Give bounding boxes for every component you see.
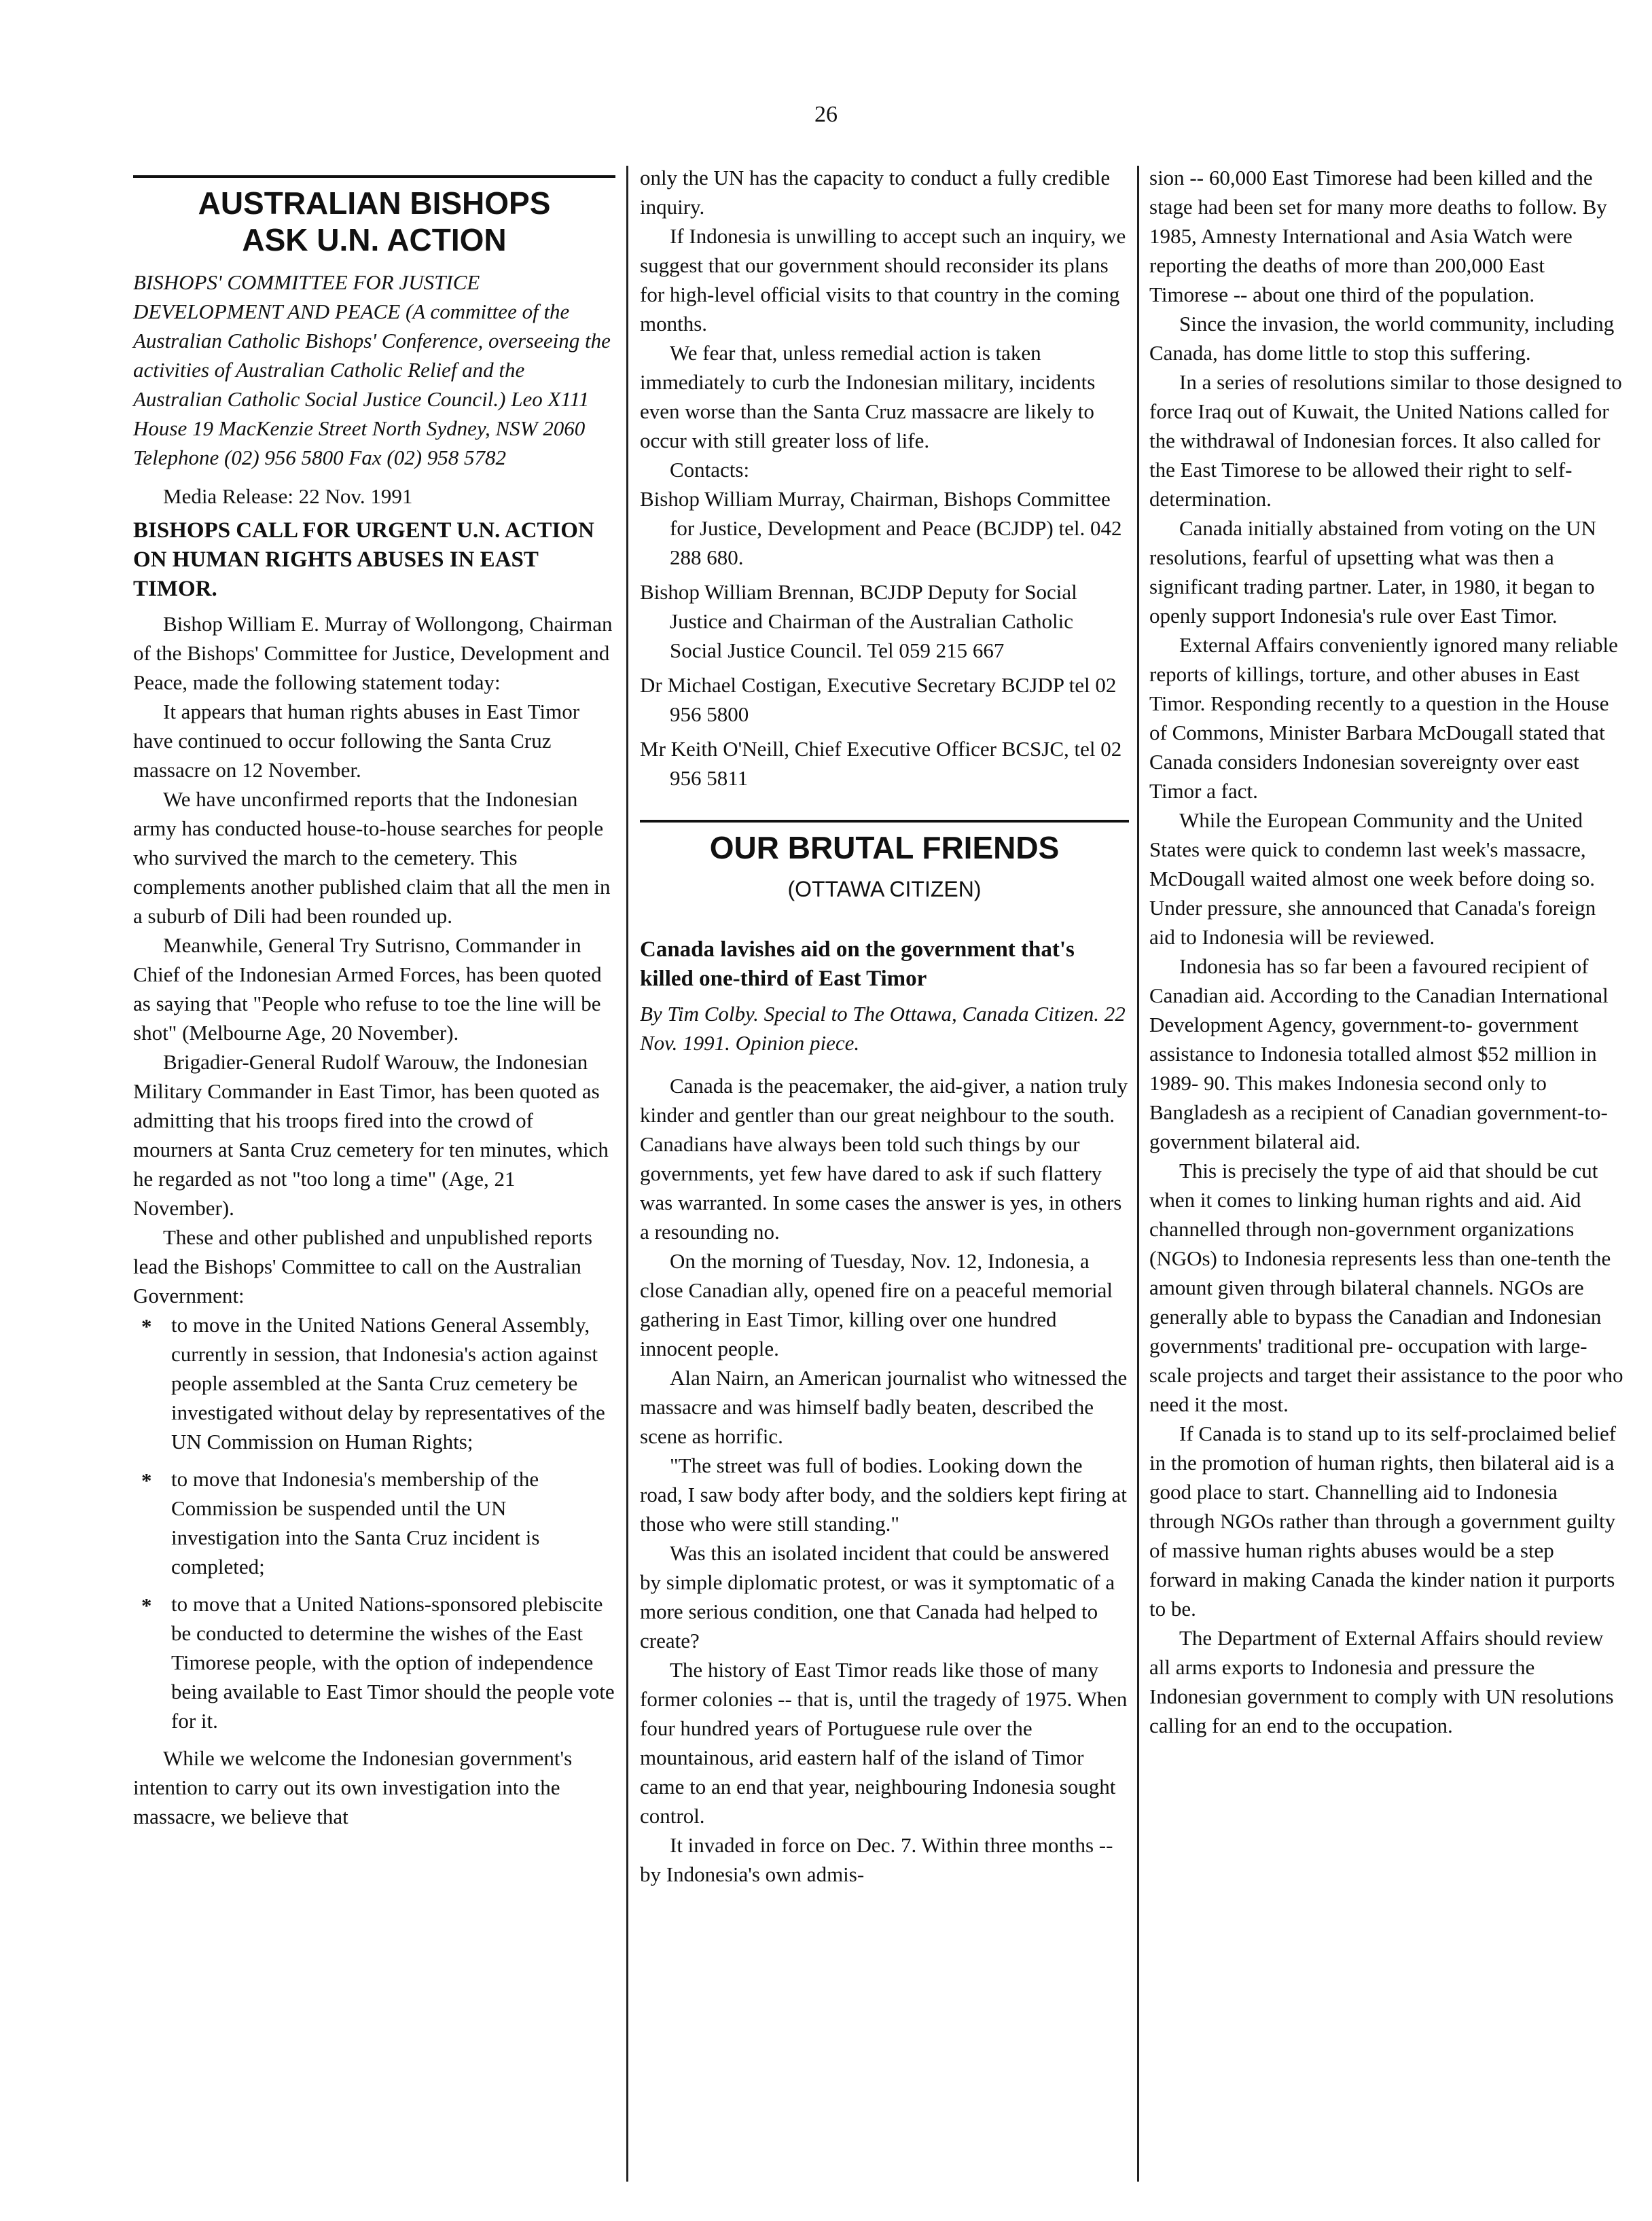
article-source: (OTTAWA CITIZEN) — [787, 877, 982, 901]
paragraph: If Indonesia is unwilling to accept such an inquiry, we suggest that our government should reconsider its plans for high-level official visits to that country in the coming months. — [640, 224, 1126, 336]
article-title-our-brutal-friends: OUR BRUTAL FRIENDS — [709, 830, 1060, 865]
paragraph: sion -- 60,000 East Timorese had been killed and the stage had been set for many more deaths to follow. By 1985, Amnesty International and Asia Watch were reporting the deaths of more than 200,000 East Timorese -- about one third of the population. — [1149, 166, 1607, 306]
paragraph: This is precisely the type of aid that should be cut when it comes to linking human rights and aid. Aid channelled through non-government organizations (NGOs) to Indonesia represents less than one-tenth the amount given through bilateral channels. NGOs are generally able to bypass the Canadian and Indonesian governments' traditional pre- occupation with large-scale projects and target their assistance to the poor who need it the most. — [1149, 1159, 1623, 1416]
article-byline: By Tim Colby. Special to The Ottawa, Canada Citizen. 22 Nov. 1991. Opinion piece. — [640, 1002, 1126, 1055]
paragraph: In a series of resolutions similar to those designed to force Iraq out of Kuwait, the United Nations called for the withdrawal of Indonesian forces. It also called for the East Timorese to be allowed their right to self-determination. — [1149, 370, 1622, 511]
contact-entry: Dr Michael Costigan, Executive Secretary BCJDP tel 02 956 5800 — [640, 673, 1117, 726]
release-heading: BISHOPS CALL FOR URGENT U.N. ACTION ON HUMAN RIGHTS ABUSES IN EAST TIMOR. — [133, 518, 594, 601]
source-address: BISHOPS' COMMITTEE FOR JUSTICE DEVELOPMENT AND PEACE (A committee of the Australian Catholic Bishops' Conference, overseeing the activities of Australian Catholic Relief and the Australian Catholic Social Justice Council.) Leo X111 House 19 MacKenzie Street North Sydney, NSW 2060 Telephone (02) 956 5800 Fax (02) 958 5782 — [133, 270, 611, 469]
paragraph: These and other published and unpublished reports lead the Bishops' Committee to call on the Australian Government: — [133, 1225, 592, 1307]
paragraph: On the morning of Tuesday, Nov. 12, Indonesia, a close Canadian ally, opened fire on a peaceful memorial gathering in East Timor, killing over one hundred innocent people. — [640, 1249, 1113, 1360]
paragraph: While we welcome the Indonesian government's intention to carry out its own investigation into the massacre, we believe that — [133, 1746, 573, 1828]
article-headline: Canada lavishes aid on the government that's killed one-third of East Timor — [640, 937, 1075, 991]
paragraph: Indonesia has so far been a favoured recipient of Canadian aid. According to the Canadian International Development Agency, government-to- government assistance to Indonesia totalled almost $52 million in 1989- 90. This makes Indonesia second only to Bangladesh as a recipient of Canadian government-to-government bilateral aid. — [1149, 954, 1609, 1153]
column-divider-right — [1137, 166, 1139, 2182]
demands-list — [133, 1310, 615, 1735]
paragraph: Since the invasion, the world community, including Canada, has dome little to stop this suffering. — [1149, 312, 1615, 365]
paragraph: "The street was full of bodies. Looking down the road, I saw body after body, and the soldiers kept firing at those who were still standing." — [640, 1453, 1127, 1536]
paragraph: External Affairs conveniently ignored many reliable reports of killings, torture, and other abuses in East Timor. Responding recently to a question in the House of Commons, Minister Barbara McDougall stated that Canada considers Indonesian sovereignty over east Timor a fact. — [1149, 633, 1618, 803]
paragraph: It invaded in force on Dec. 7. Within three months -- by Indonesia's own admis- — [640, 1833, 1113, 1886]
list-item: * to move that Indonesia's membership of the Commission be suspended until the UN investigation into the Santa Cruz incident is completed; — [133, 1464, 615, 1581]
contact-entry: Bishop William Murray, Chairman, Bishops Committee for Justice, Development and Peace (BCJDP) tel. 042 288 680. — [640, 487, 1122, 569]
column-2 — [640, 163, 1129, 1889]
paragraph: We fear that, unless remedial action is taken immediately to curb the Indonesian military, incidents even worse than the Santa Cruz massacre are likely to occur with still greater loss of life. — [640, 341, 1096, 452]
page-number: 26 — [814, 102, 838, 127]
paragraph: only the UN has the capacity to conduct a fully credible inquiry. — [640, 166, 1111, 219]
list-item: * to move in the United Nations General Assembly, currently in session, that Indonesia's action against people assembled at the Santa Cruz cemetery be investigated without delay by representatives of the UN Commission on Human Rights; — [133, 1310, 615, 1456]
paragraph: It appears that human rights abuses in East Timor have continued to occur following the Santa Cruz massacre on 12 November. — [133, 700, 580, 782]
paragraph: Was this an isolated incident that could be answered by simple diplomatic protest, or was it symptomatic of a more serious condition, one that Canada had helped to create? — [640, 1541, 1115, 1653]
paragraph: Meanwhile, General Try Sutrisno, Commander in Chief of the Indonesian Armed Forces, has been quoted as saying that "People who refuse to toe the line will be shot" (Melbourne Age, 20 November). — [133, 933, 602, 1045]
contact-entry: Bishop William Brennan, BCJDP Deputy for Social Justice and Chairman of the Australian Catholic Social Justice Council. Tel 059 215 667 — [640, 580, 1077, 662]
section-rule — [640, 820, 1129, 823]
paragraph: Canada is the peacemaker, the aid-giver, a nation truly kinder and gentler than our great neighbour to the south. Canadians have always been told such things by our governments, yet few have dared to ask if such flattery was warranted. In some cases the answer is yes, in others a resounding no. — [640, 1074, 1128, 1244]
paragraph: Canada initially abstained from voting on the UN resolutions, fearful of upsetting what was then a significant trading partner. Later, in 1980, it began to openly support Indonesia's rule over East Timor. — [1149, 516, 1596, 628]
paragraph: Brigadier-General Rudolf Warouw, the Indonesian Military Commander in East Timor, has been quoted as admitting that his troops fired into the crowd of mourners at Santa Cruz cemetery for ten minutes, which he regarded as not "too long a time" (Age, 21 November). — [133, 1050, 609, 1220]
list-item: * to move that a United Nations-sponsored plebiscite be conducted to determine the wishes of the East Timorese people, with the option of independence being available to East Timor should the people vote for it. — [133, 1589, 615, 1735]
paragraph: We have unconfirmed reports that the Indonesian army has conducted house-to-house searches for people who survived the march to the cemetery. This complements another published claim that all the men in a suburb of Dili had been rounded up. — [133, 787, 611, 928]
paragraph: Bishop William E. Murray of Wollongong, Chairman of the Bishops' Committee for Justice, Development and Peace, made the following statement today: — [133, 612, 613, 694]
column-3 — [1149, 163, 1625, 1740]
paragraph: The history of East Timor reads like those of many former colonies -- that is, until the tragedy of 1975. When four hundred years of Portuguese rule over the mountainous, arid eastern half of the island of Timor came to an end that year, neighbouring Indonesia sought control. — [640, 1658, 1128, 1828]
media-release-date: Media Release: 22 Nov. 1991 — [163, 484, 413, 508]
paragraph: Alan Nairn, an American journalist who witnessed the massacre and was himself badly beaten, described the scene as horrific. — [640, 1366, 1128, 1448]
article-title-australian-bishops: AUSTRALIAN BISHOPS ASK U.N. ACTION — [198, 185, 551, 257]
section-rule — [133, 175, 615, 178]
paragraph: If Canada is to stand up to its self-proclaimed belief in the promotion of human rights, then bilateral aid is a good place to start. Channelling aid to Indonesia through NGOs rather than through a government guilty of massive human rights abuses would be a step forward in making Canada the kinder nation it purports to be. — [1149, 1422, 1617, 1621]
paragraph: While the European Community and the United States were quick to condemn last week's massacre, McDougall waited almost one week before doing so. Under pressure, she announced that Canada's foreign aid to Indonesia will be reviewed. — [1149, 808, 1596, 949]
contact-entry: Mr Keith O'Neill, Chief Executive Officer BCSJC, tel 02 956 5811 — [640, 737, 1122, 790]
column-divider-left — [626, 166, 628, 2182]
column-1 — [133, 175, 615, 1831]
paragraph: The Department of External Affairs should review all arms exports to Indonesia and pressure the Indonesian government to comply with UN resolutions calling for an end to the occupation. — [1149, 1626, 1614, 1737]
contacts-label: Contacts: — [670, 458, 750, 482]
